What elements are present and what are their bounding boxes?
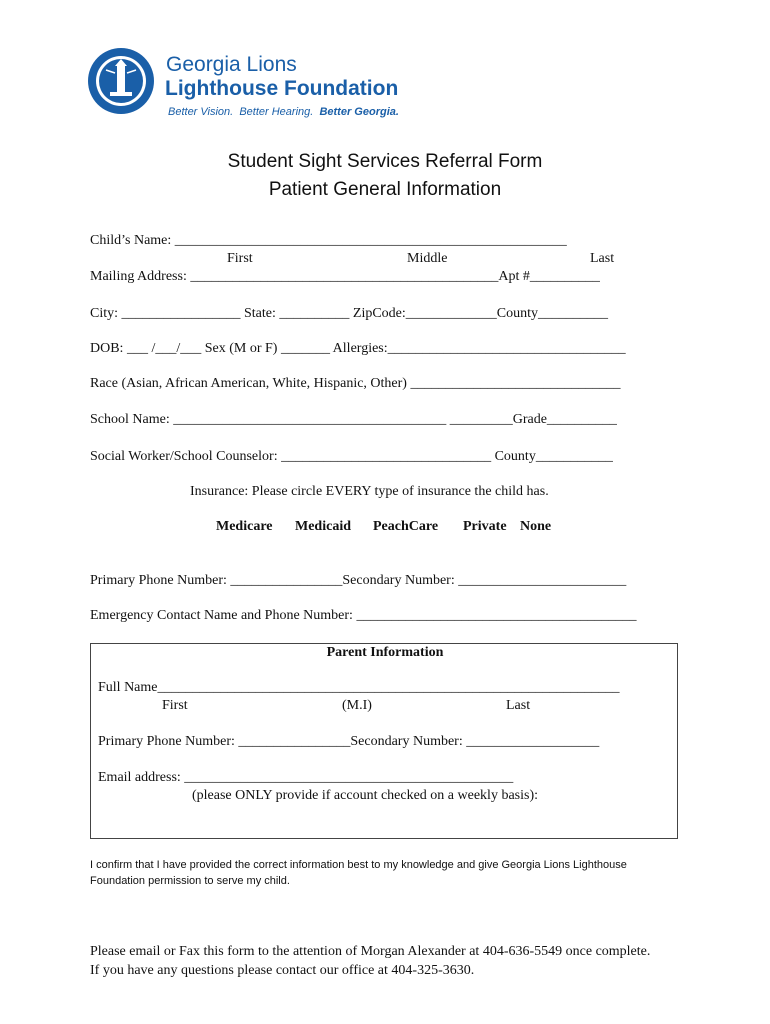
insurance-option-medicaid[interactable]: Medicaid [295,519,351,534]
parent-information-heading: Parent Information [326,645,444,660]
lions-lighthouse-seal-logo [86,46,156,116]
org-name-line1: Georgia Lions [166,53,297,76]
child-name-last-label: Last [590,251,615,266]
mailing-address-field[interactable]: Mailing Address: ____________________________________________Apt #__________ [90,269,600,284]
org-name-line2: Lighthouse Foundation [165,77,399,100]
emergency-contact-field[interactable]: Emergency Contact Name and Phone Number: ________________________________________ [90,608,637,623]
child-name-first-label: First [227,251,253,266]
counselor-county-fields[interactable]: Social Worker/School Counselor: ______________________________ County___________ [90,449,613,464]
phone-fields[interactable]: Primary Phone Number: ________________Secondary Number: ________________________ [90,573,627,588]
parent-name-mi-label: (M.I) [342,698,372,713]
confirmation-statement: I confirm that I have provided the correct information best to my knowledge and give Georgia Lions Lighthouse Foundation permission to serve my child. [90,859,627,887]
child-name-middle-label: Middle [407,251,448,266]
org-tagline [168,106,399,118]
school-grade-fields[interactable]: School Name: _______________________________________ _________Grade__________ [90,412,617,427]
insurance-option-private[interactable]: Private [463,519,507,534]
race-field[interactable]: Race (Asian, African American, White, Hispanic, Other) ______________________________ [90,376,621,391]
child-name-field[interactable]: Child’s Name: ________________________________________________________ [90,233,567,248]
insurance-option-none[interactable]: None [520,519,552,534]
dob-sex-allergies-fields[interactable]: DOB: ___ /___/___ Sex (M or F) _______ Allergies:__________________________________ [90,341,626,356]
parent-phone-fields[interactable]: Primary Phone Number: ________________Secondary Number: ___________________ [98,734,600,749]
tagline-regular: Better Vision. Better Hearing. [168,106,314,118]
form-title: Student Sight Services Referral Form [227,151,543,172]
insurance-option-medicare[interactable]: Medicare [216,519,273,534]
parent-name-last-label: Last [506,698,531,713]
tagline-bold: Better Georgia. [319,106,399,118]
parent-full-name-field[interactable]: Full Name__________________________________________________________________ [98,680,620,695]
submission-instructions: Please email or Fax this form to the attention of Morgan Alexander at 404-636-5549 once complete. If you have any questions please contact our office at 404-325-3630. [90,944,651,978]
parent-email-field[interactable]: Email address: _______________________________________________ [98,770,514,785]
form-subtitle: Patient General Information [268,179,502,200]
insurance-prompt: Insurance: Please circle EVERY type of insurance the child has. [190,484,549,499]
city-state-zip-county-fields[interactable]: City: _________________ State: __________ ZipCode:_____________County__________ [90,306,608,321]
parent-email-note: (please ONLY provide if account checked on a weekly basis): [192,788,539,803]
insurance-option-peachcare[interactable]: PeachCare [373,519,439,534]
parent-name-first-label: First [162,698,188,713]
